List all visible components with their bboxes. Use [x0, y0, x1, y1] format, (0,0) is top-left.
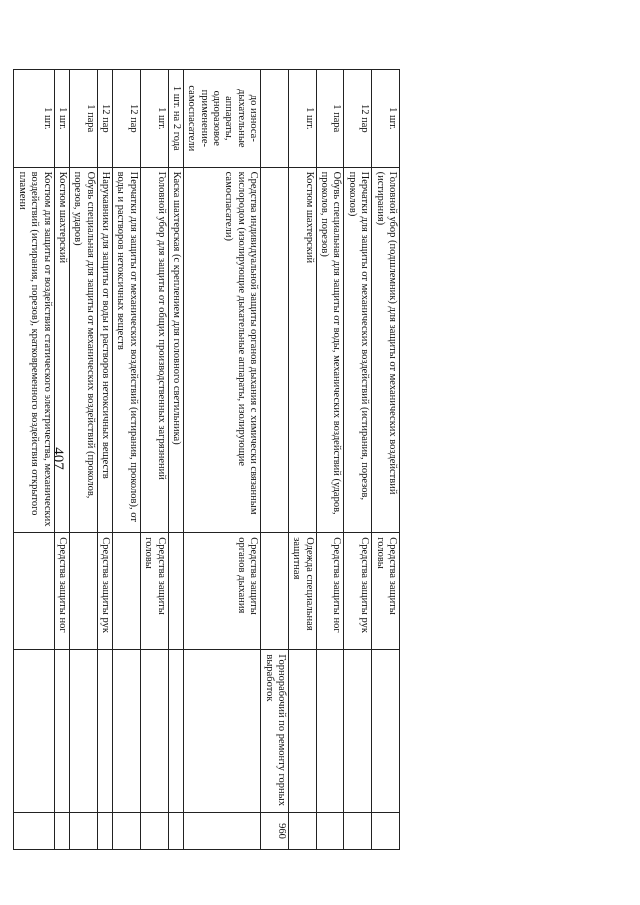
table-row	[261, 70, 289, 850]
profession-cell	[113, 650, 141, 813]
item-cell: Перчатки для защиты от механических воздействий (истирания, проколов), от воды и растворов нетоксичных веществ	[113, 167, 141, 533]
table-body	[14, 70, 400, 850]
qty-cell: 12 пар	[97, 70, 112, 168]
num-cell	[14, 813, 54, 850]
table-row	[344, 70, 372, 850]
item-cell: Костюм шахтерский	[289, 167, 317, 533]
type-cell	[70, 533, 98, 650]
num-cell	[344, 813, 372, 850]
type-cell: Средства защиты органов дыхания	[184, 533, 261, 650]
type-cell: Средства защиты головы	[140, 533, 168, 650]
type-cell: Средства защиты ног	[54, 533, 69, 650]
qty-cell: 1 шт. на 2 года	[168, 70, 183, 168]
profession-cell	[168, 650, 183, 813]
page-number: 407	[49, 447, 66, 470]
profession-cell	[344, 650, 372, 813]
type-cell: Средства защиты головы	[372, 533, 400, 650]
item-cell	[261, 167, 289, 533]
type-cell: Средства защиты рук	[344, 533, 372, 650]
ppe-table	[14, 69, 401, 850]
qty-cell: 1 шт.	[54, 70, 69, 168]
num-cell	[70, 813, 98, 850]
num-cell	[289, 813, 317, 850]
type-cell: Средства защиты рук	[97, 533, 112, 650]
type-cell	[113, 533, 141, 650]
qty-cell: 1 шт.	[289, 70, 317, 168]
item-cell: Перчатки для защиты от механических воздействий (истирания, порезов, проколов)	[344, 167, 372, 533]
profession-cell	[140, 650, 168, 813]
profession-cell	[54, 650, 69, 813]
qty-cell: 1 пара	[70, 70, 98, 168]
table-row	[14, 70, 54, 850]
item-cell: Средства индивидуальной защиты органов дыхания с химически связанным кислородом (изолирующие дыхательные аппараты, изолирующие самоспасатели)	[184, 167, 261, 533]
qty-cell: 1 шт.	[14, 70, 54, 168]
num-cell	[184, 813, 261, 850]
table-row	[113, 70, 141, 850]
table-row	[97, 70, 112, 850]
table-row	[70, 70, 98, 850]
type-cell	[261, 533, 289, 650]
num-cell	[168, 813, 183, 850]
item-cell: Костюм шахтерский	[54, 167, 69, 533]
type-cell: Одежда специальная защитная	[289, 533, 317, 650]
num-cell	[316, 813, 344, 850]
table-row	[54, 70, 69, 850]
qty-cell: 1 шт.	[372, 70, 400, 168]
table-row	[289, 70, 317, 850]
profession-cell: Горнорабочий по ремонту горных выработок	[261, 650, 289, 813]
qty-cell: 12 пар	[113, 70, 141, 168]
item-cell: Головной убор для защиты от общих производственных загрязнений	[140, 167, 168, 533]
table-row	[140, 70, 168, 850]
num-cell	[113, 813, 141, 850]
profession-cell	[289, 650, 317, 813]
table-row	[316, 70, 344, 850]
type-cell: Средства защиты ног	[316, 533, 344, 650]
type-cell	[168, 533, 183, 650]
item-cell: Обувь специальная для защиты от воды, механических воздействий (ударов, проколов, порезов)	[316, 167, 344, 533]
item-cell: Каска шахтерская (с креплением для головного светильника)	[168, 167, 183, 533]
num-cell: 960	[261, 813, 289, 850]
qty-cell: 12 пар	[344, 70, 372, 168]
profession-cell	[14, 650, 54, 813]
table-row	[168, 70, 183, 850]
item-cell: Нарукавники для защиты от воды и растворов нетоксичных веществ	[97, 167, 112, 533]
num-cell	[97, 813, 112, 850]
qty-cell: 1 шт.	[140, 70, 168, 168]
num-cell	[372, 813, 400, 850]
item-cell: Костюм для защиты от воздействия статического электричества, механических воздействий (истирания, порезов), кратковременного воздействия открытого пламени	[14, 167, 54, 533]
profession-cell	[184, 650, 261, 813]
qty-cell	[261, 70, 289, 168]
profession-cell	[70, 650, 98, 813]
num-cell	[54, 813, 69, 850]
num-cell	[140, 813, 168, 850]
profession-cell	[97, 650, 112, 813]
table-row	[372, 70, 400, 850]
profession-cell	[372, 650, 400, 813]
item-cell: Головной убор (подшлемник) для защиты от механических воздействий (истирания)	[372, 167, 400, 533]
item-cell: Обувь специальная для защиты от механических воздействий (проколов, порезов, ударов)	[70, 167, 98, 533]
table-row	[184, 70, 261, 850]
qty-cell: до износа- дыхательные аппараты, одноразовое применение- самоспасатели	[184, 70, 261, 168]
profession-cell	[316, 650, 344, 813]
type-cell	[14, 533, 54, 650]
qty-cell: 1 пара	[316, 70, 344, 168]
